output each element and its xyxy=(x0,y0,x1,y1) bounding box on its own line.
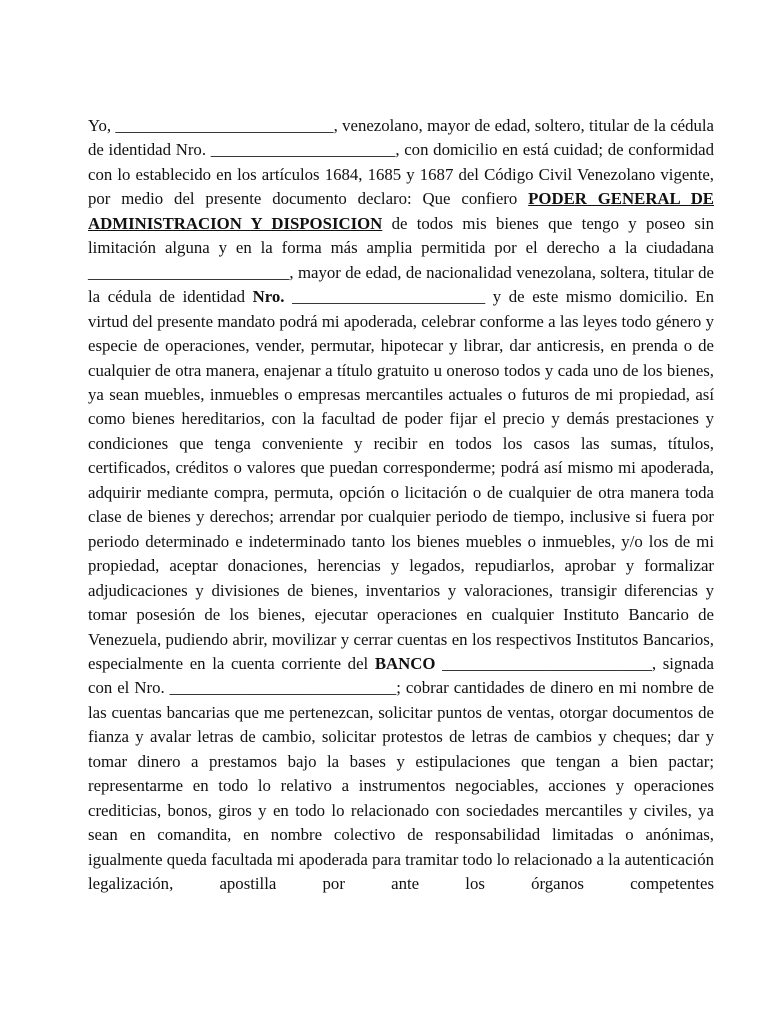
text-run xyxy=(285,287,293,306)
text-run: , signada con el Nro. xyxy=(88,653,714,698)
fill-in-blank: ______________________ xyxy=(210,140,396,160)
text-run: , con domicilio en está cuidad; de conformidad con lo establecido en los artículos 1684, 1685 y 1687 del Código Civil Venezolano vigente, por medio del presente documento declaro: Que confiero xyxy=(88,140,714,209)
fill-in-blank: ________________________ xyxy=(88,262,290,282)
text-run: y de este mismo domicilio. En virtud del presente mandato podrá mi apoderada, celebrar conforme a las leyes todo género y especie de operaciones, vender, permutar, hipotecar y librar, dar anticresis, en prenda o de cualquier de otra manera, enajenar a título gratuito u oneroso todos y cada uno de los bienes, ya sean muebles, inmuebles o empresas mercantiles actuales o futuros de mi propiedad, así como bienes hereditarios, con la facultad de poder fijar el precio y demás prestaciones y condiciones que tenga conveniente y recibir en todos los casos las sumas, títulos, certificados, créditos o valores que puedan corresponderme; podrá así mismo mi apoderada, adquirir mediante compra, permuta, opción o licitación o de cualquier de otra manera toda clase de bienes y derechos; arrendar por cualquier periodo de tiempo, inclusive si fuera por periodo determinado e indeterminado tanto los bienes muebles o inmuebles, y/o los de mi propiedad, aceptar donaciones, herencias y legados, repudiarlos, aprobar y formalizar adjudicaciones y divisiones de bienes, inventarios y valoraciones, transigir diferencias y tomar posesión de los bienes, ejecutar operaciones en cualquier Instituto Bancario de Venezuela, pudiendo abrir, movilizar y cerrar cuentas en los respectivos Institutos Bancarios, especialmente en la cuenta corriente del xyxy=(88,287,714,673)
fill-in-blank: __________________________ xyxy=(115,116,334,135)
text-run: Yo, xyxy=(88,116,116,135)
bold-term: BANCO xyxy=(374,653,436,673)
emphasized-title: PODER GENERAL DE ADMINISTRACION Y DISPOSICION xyxy=(88,189,715,233)
fill-in-blank: ___________________________ xyxy=(169,678,397,698)
text-run: ; cobrar cantidades de dinero en mi nombre de las cuentas bancarias que me pertenezcan, solicitar puntos de ventas, otorgar documentos de fianza y avalar letras de cambio, solicitar protestos de letras de cambios y cheques; dar y tomar dinero a prestamos bajo la bases y estipulaciones que tengan a bien pactar; representarme en todo lo relativo a instrumentos negociables, acciones y operaciones crediticias, bonos, giros y en todo lo relacionado con sociedades mercantiles y civiles, ya sean en comandita, en nombre colectivo de responsabilidad limitadas o anónimas, igualmente queda facultada mi apoderada para tramitar todo lo relacionado a la autenticación legalización, apostilla por ante los órganos competentes xyxy=(88,678,714,894)
text-run: , venezolano, mayor de edad, soltero, titular de la cédula de identidad Nro. xyxy=(88,116,714,160)
bold-term: Nro. xyxy=(252,287,285,307)
text-run: , mayor de edad, de nacionalidad venezolana, soltera, titular de la cédula de identidad xyxy=(88,262,714,307)
fill-in-blank: _________________________ xyxy=(442,653,652,673)
text-run: de todos mis bienes que tengo y poseo sin limitación alguna y en la forma más amplia permitida por el derecho a la ciudadana xyxy=(88,213,714,258)
fill-in-blank: _______________________ xyxy=(292,287,486,307)
power-of-attorney-paragraph xyxy=(88,114,714,897)
